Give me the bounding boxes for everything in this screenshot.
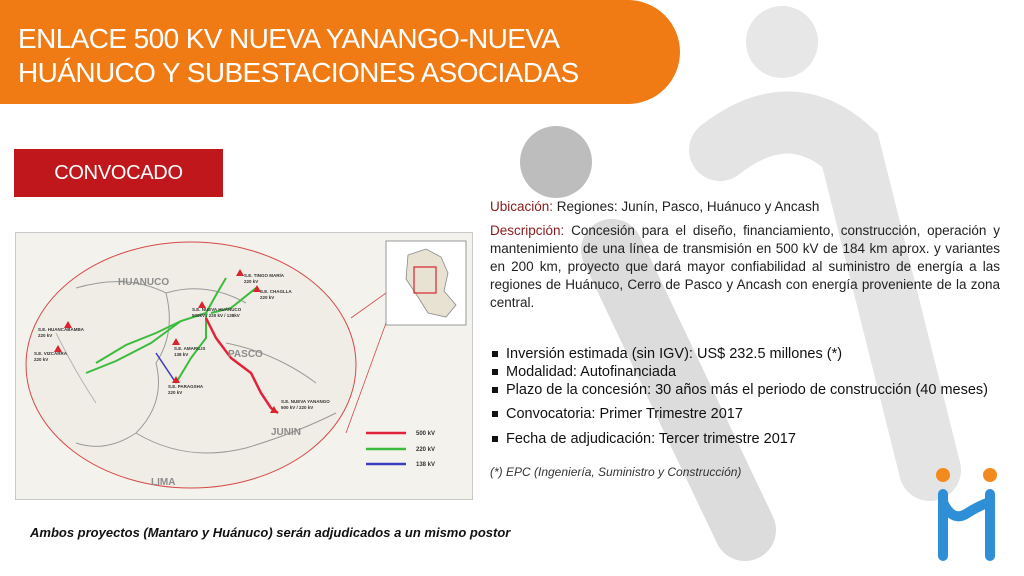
svg-text:220 kV: 220 kV	[34, 357, 49, 362]
svg-text:500 kV / 220 kV: 500 kV / 220 kV	[281, 405, 314, 410]
location-paragraph	[490, 198, 1000, 216]
description-text: Concesión para el diseño, financiamiento, construcción, operación y mantenimiento de una línea de transmisión en 500 kV de 184 km aprox. y variantes en 200 km, proyecto que dará mayor confiabilidad al suministro de energía a las regiones de Huánuco, Cerro de Pasco y Ancash con energía proveniente de la zona central.	[490, 223, 1000, 310]
map-label-huancabamba: S.E. HUANCABAMBA	[38, 327, 84, 332]
list-item: Modalidad: Autofinanciada	[490, 363, 1010, 381]
bottom-note: Ambos proyectos (Mantaro y Huánuco) serán adjudicados a un mismo postor	[30, 525, 511, 540]
svg-text:138 kV: 138 kV	[174, 352, 189, 357]
map-region-huanuco: HUANUCO	[118, 277, 170, 288]
location-label: Ubicación:	[490, 199, 554, 214]
map-region-pasco: PASCO	[228, 349, 263, 360]
description-label: Descripción:	[490, 223, 565, 238]
svg-text:220 kV: 220 kV	[260, 295, 275, 300]
svg-text:500 kV: 500 kV	[416, 431, 436, 437]
map-legend	[366, 431, 435, 468]
svg-text:220 kV: 220 kV	[168, 390, 183, 395]
watermark-circle-large	[746, 6, 818, 78]
map-label-paragsha: S.E. PARAGSHA	[168, 384, 204, 389]
status-badge: CONVOCADO	[14, 149, 223, 197]
map-focus-ellipse	[26, 242, 356, 488]
map-label-nueva-yanango: S.E. NUEVA YANANGO	[281, 399, 330, 404]
map-label-nueva-huanuco: S.E. NUEVA HUÁNUCO	[192, 307, 242, 312]
footnote: (*) EPC (Ingeniería, Suministro y Construcción)	[490, 465, 742, 479]
map-region-junin: JUNIN	[271, 427, 302, 438]
map-label-vizcarra: S.E. VIZCARRA	[34, 351, 68, 356]
project-description	[490, 198, 1000, 318]
list-item: Inversión estimada (sin IGV): US$ 232.5 millones (*)	[490, 345, 1010, 363]
project-map	[15, 232, 473, 500]
map-region-lima: LIMA	[151, 477, 176, 488]
map-label-amarilis: S.E. AMARILIS	[174, 346, 206, 351]
svg-text:220 kV: 220 kV	[38, 333, 53, 338]
svg-text:500kV / 220 kV / 138kV: 500kV / 220 kV / 138kV	[192, 313, 240, 318]
list-item: Convocatoria: Primer Trimestre 2017	[490, 405, 1010, 423]
svg-text:220 kV: 220 kV	[416, 447, 436, 453]
map-label-chaglla: S.E. CHAGLLA	[260, 289, 292, 294]
project-details-list	[490, 345, 1010, 448]
svg-text:220 kV: 220 kV	[244, 279, 259, 284]
location-text: Regiones: Junín, Pasco, Huánuco y Ancash	[553, 199, 820, 214]
header-banner	[0, 0, 680, 104]
list-item: Plazo de la concesión: 30 años más el periodo de construcción (40 meses)	[490, 381, 1010, 399]
list-item: Fecha de adjudicación: Tercer trimestre 2017	[490, 430, 1010, 448]
description-paragraph	[490, 222, 1000, 312]
brand-logo	[930, 462, 1002, 562]
watermark-circle	[520, 126, 592, 198]
map-label-tingo-maria: S.E. TINGO MARÍA	[244, 273, 285, 278]
svg-text:138 kV: 138 kV	[416, 462, 436, 468]
page-title: ENLACE 500 KV NUEVA YANANGO-NUEVA HUÁNUCO Y SUBESTACIONES ASOCIADAS	[18, 23, 579, 88]
